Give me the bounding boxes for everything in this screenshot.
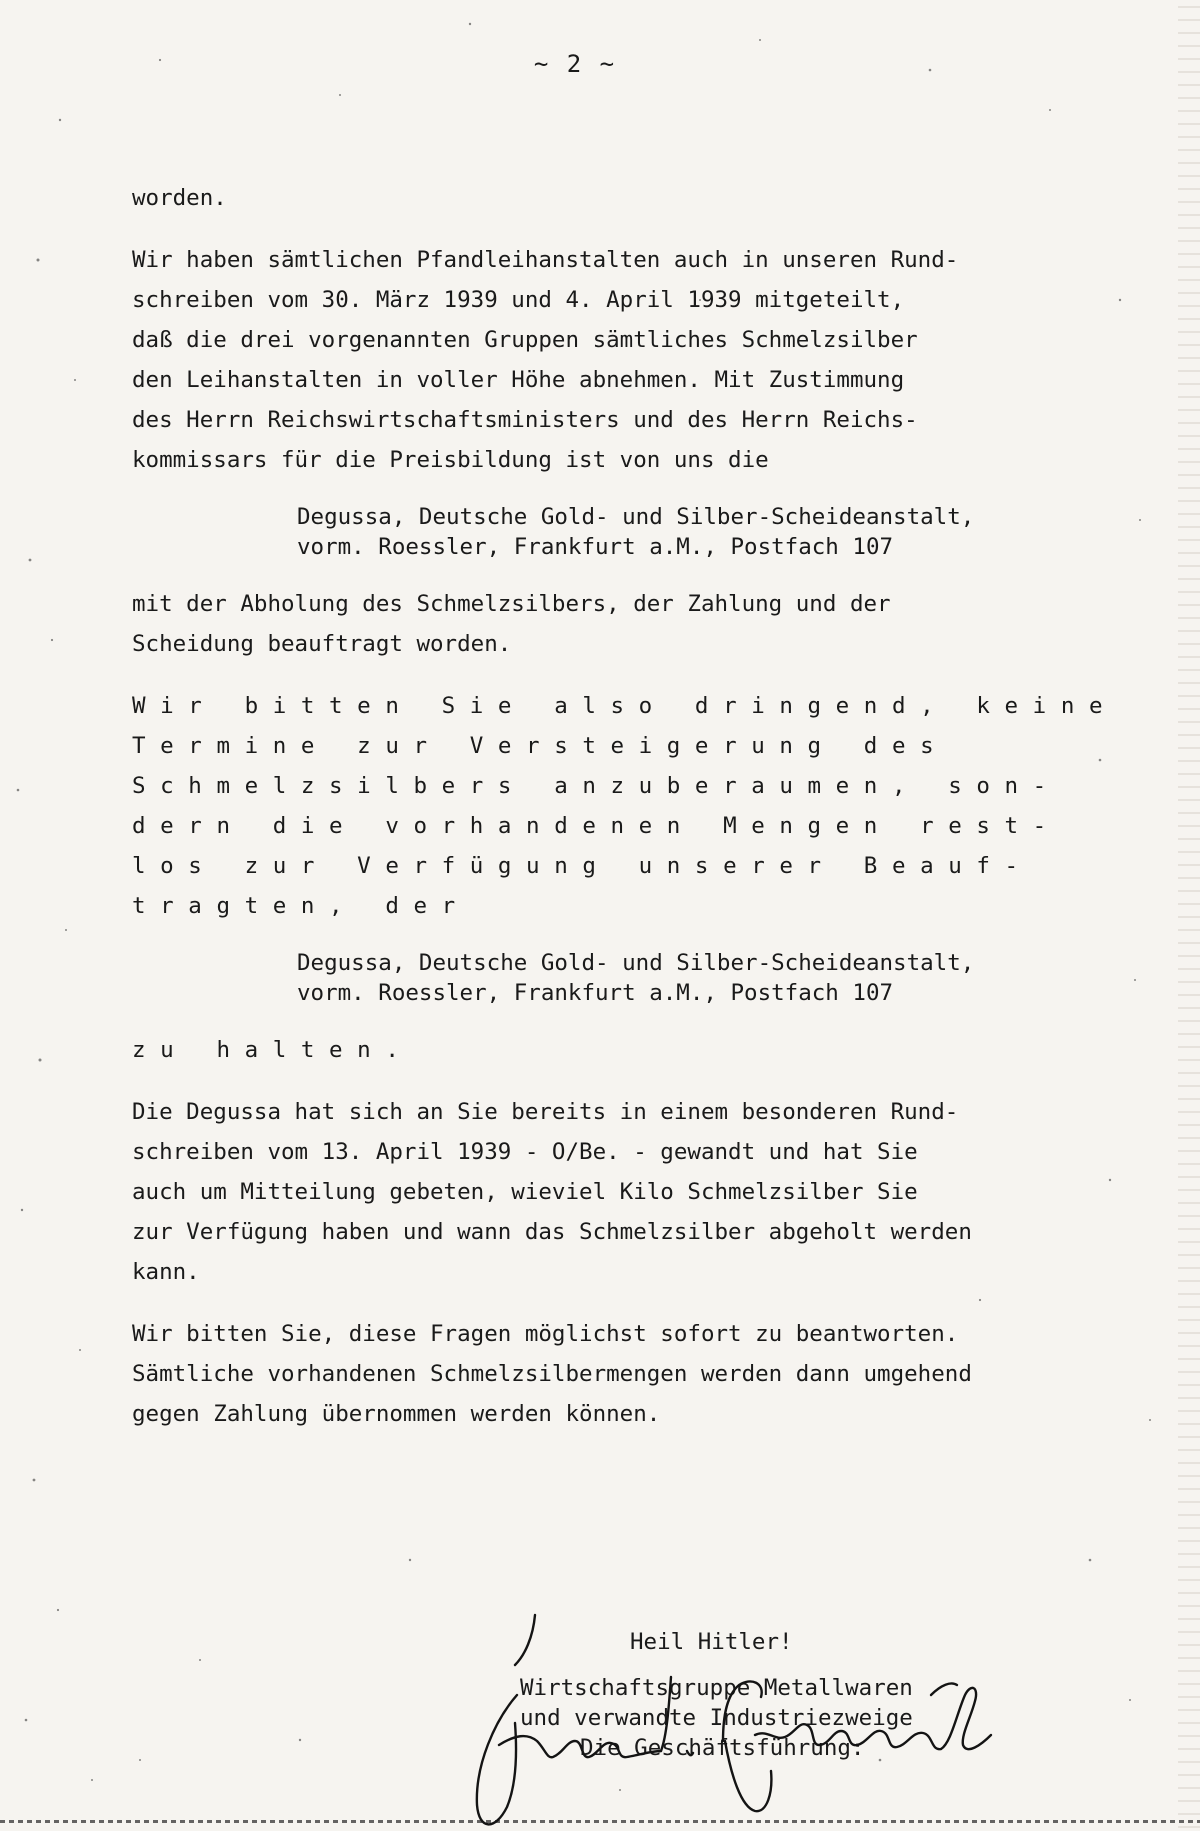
address-block [297, 502, 1152, 562]
text-line: des Herrn Reichswirtschaftsministers und des Herrn Reichs- [132, 407, 918, 433]
address-line: vorm. Roessler, Frankfurt a.M., Postfach 107 [297, 980, 894, 1006]
letter-body [132, 178, 1152, 1456]
spaced-line: Schmelzsilbers anzuberaumen, son- [132, 773, 1061, 799]
paragraph-request [132, 1314, 1152, 1434]
text-line: kommissars für die Preisbildung ist von uns die [132, 447, 769, 473]
management-label: Die Geschäftsführung: [580, 1735, 865, 1761]
text-line: Sämtliche vorhandenen Schmelzsilbermengen werden dann umgehend [132, 1361, 972, 1387]
spaced-line: dern die vorhandenen Mengen rest- [132, 813, 1061, 839]
handwritten-signature [455, 1545, 1075, 1831]
spaced-line: tragten, der [132, 893, 470, 919]
text-line: worden. [132, 185, 227, 211]
address-line: Degussa, Deutsche Gold- und Silber-Scheideanstalt, [297, 950, 975, 976]
text-line: mit der Abholung des Schmelzsilbers, der Zahlung und der [132, 591, 891, 617]
text-line: schreiben vom 13. April 1939 - O/Be. - gewandt und hat Sie [132, 1139, 918, 1165]
paragraph-degussa [132, 1092, 1152, 1292]
text-line: kann. [132, 1259, 200, 1285]
text-line: Die Degussa hat sich an Sie bereits in einem besonderen Rund- [132, 1099, 959, 1125]
paragraph-opening [132, 178, 1152, 218]
paragraph-commission [132, 584, 1152, 664]
address-block [297, 948, 1152, 1008]
closing-greeting: Heil Hitler! [630, 1629, 793, 1655]
organization-name: und verwandte Industriezweige [520, 1705, 913, 1731]
text-line: daß die drei vorgenannten Gruppen sämtliches Schmelzsilber [132, 327, 918, 353]
organization-name: Wirtschaftsgruppe Metallwaren [520, 1675, 913, 1701]
address-line: Degussa, Deutsche Gold- und Silber-Scheideanstalt, [297, 504, 975, 530]
text-line: auch um Mitteilung gebeten, wieviel Kilo Schmelzsilber Sie [132, 1179, 918, 1205]
spaced-line: los zur Verfügung unserer Beauf- [132, 853, 1033, 879]
text-line: schreiben vom 30. März 1939 und 4. April 1939 mitgeteilt, [132, 287, 905, 313]
page-number: ~ 2 ~ [533, 50, 617, 78]
text-line: gegen Zahlung übernommen werden können. [132, 1401, 661, 1427]
text-line: zur Verfügung haben und wann das Schmelzsilber abgeholt werden [132, 1219, 972, 1245]
text-line: den Leihanstalten in voller Höhe abnehmen. Mit Zustimmung [132, 367, 905, 393]
text-line: Wir haben sämtlichen Pfandleihanstalten auch in unseren Rund- [132, 247, 959, 273]
spaced-line: Wir bitten Sie also dringend, keine [132, 693, 1118, 719]
text-line: Scheidung beauftragt worden. [132, 631, 512, 657]
scan-right-edge [1178, 0, 1200, 1831]
paragraph-circular [132, 240, 1152, 480]
text-line: Wir bitten Sie, diese Fragen möglichst sofort zu beantworten. [132, 1321, 959, 1347]
spaced-line: Termine zur Versteigerung des [132, 733, 949, 759]
spaced-line: zu halten. [132, 1037, 414, 1063]
address-line: vorm. Roessler, Frankfurt a.M., Postfach 107 [297, 534, 894, 560]
spaced-request [132, 686, 1152, 926]
spaced-closing [132, 1030, 1152, 1070]
